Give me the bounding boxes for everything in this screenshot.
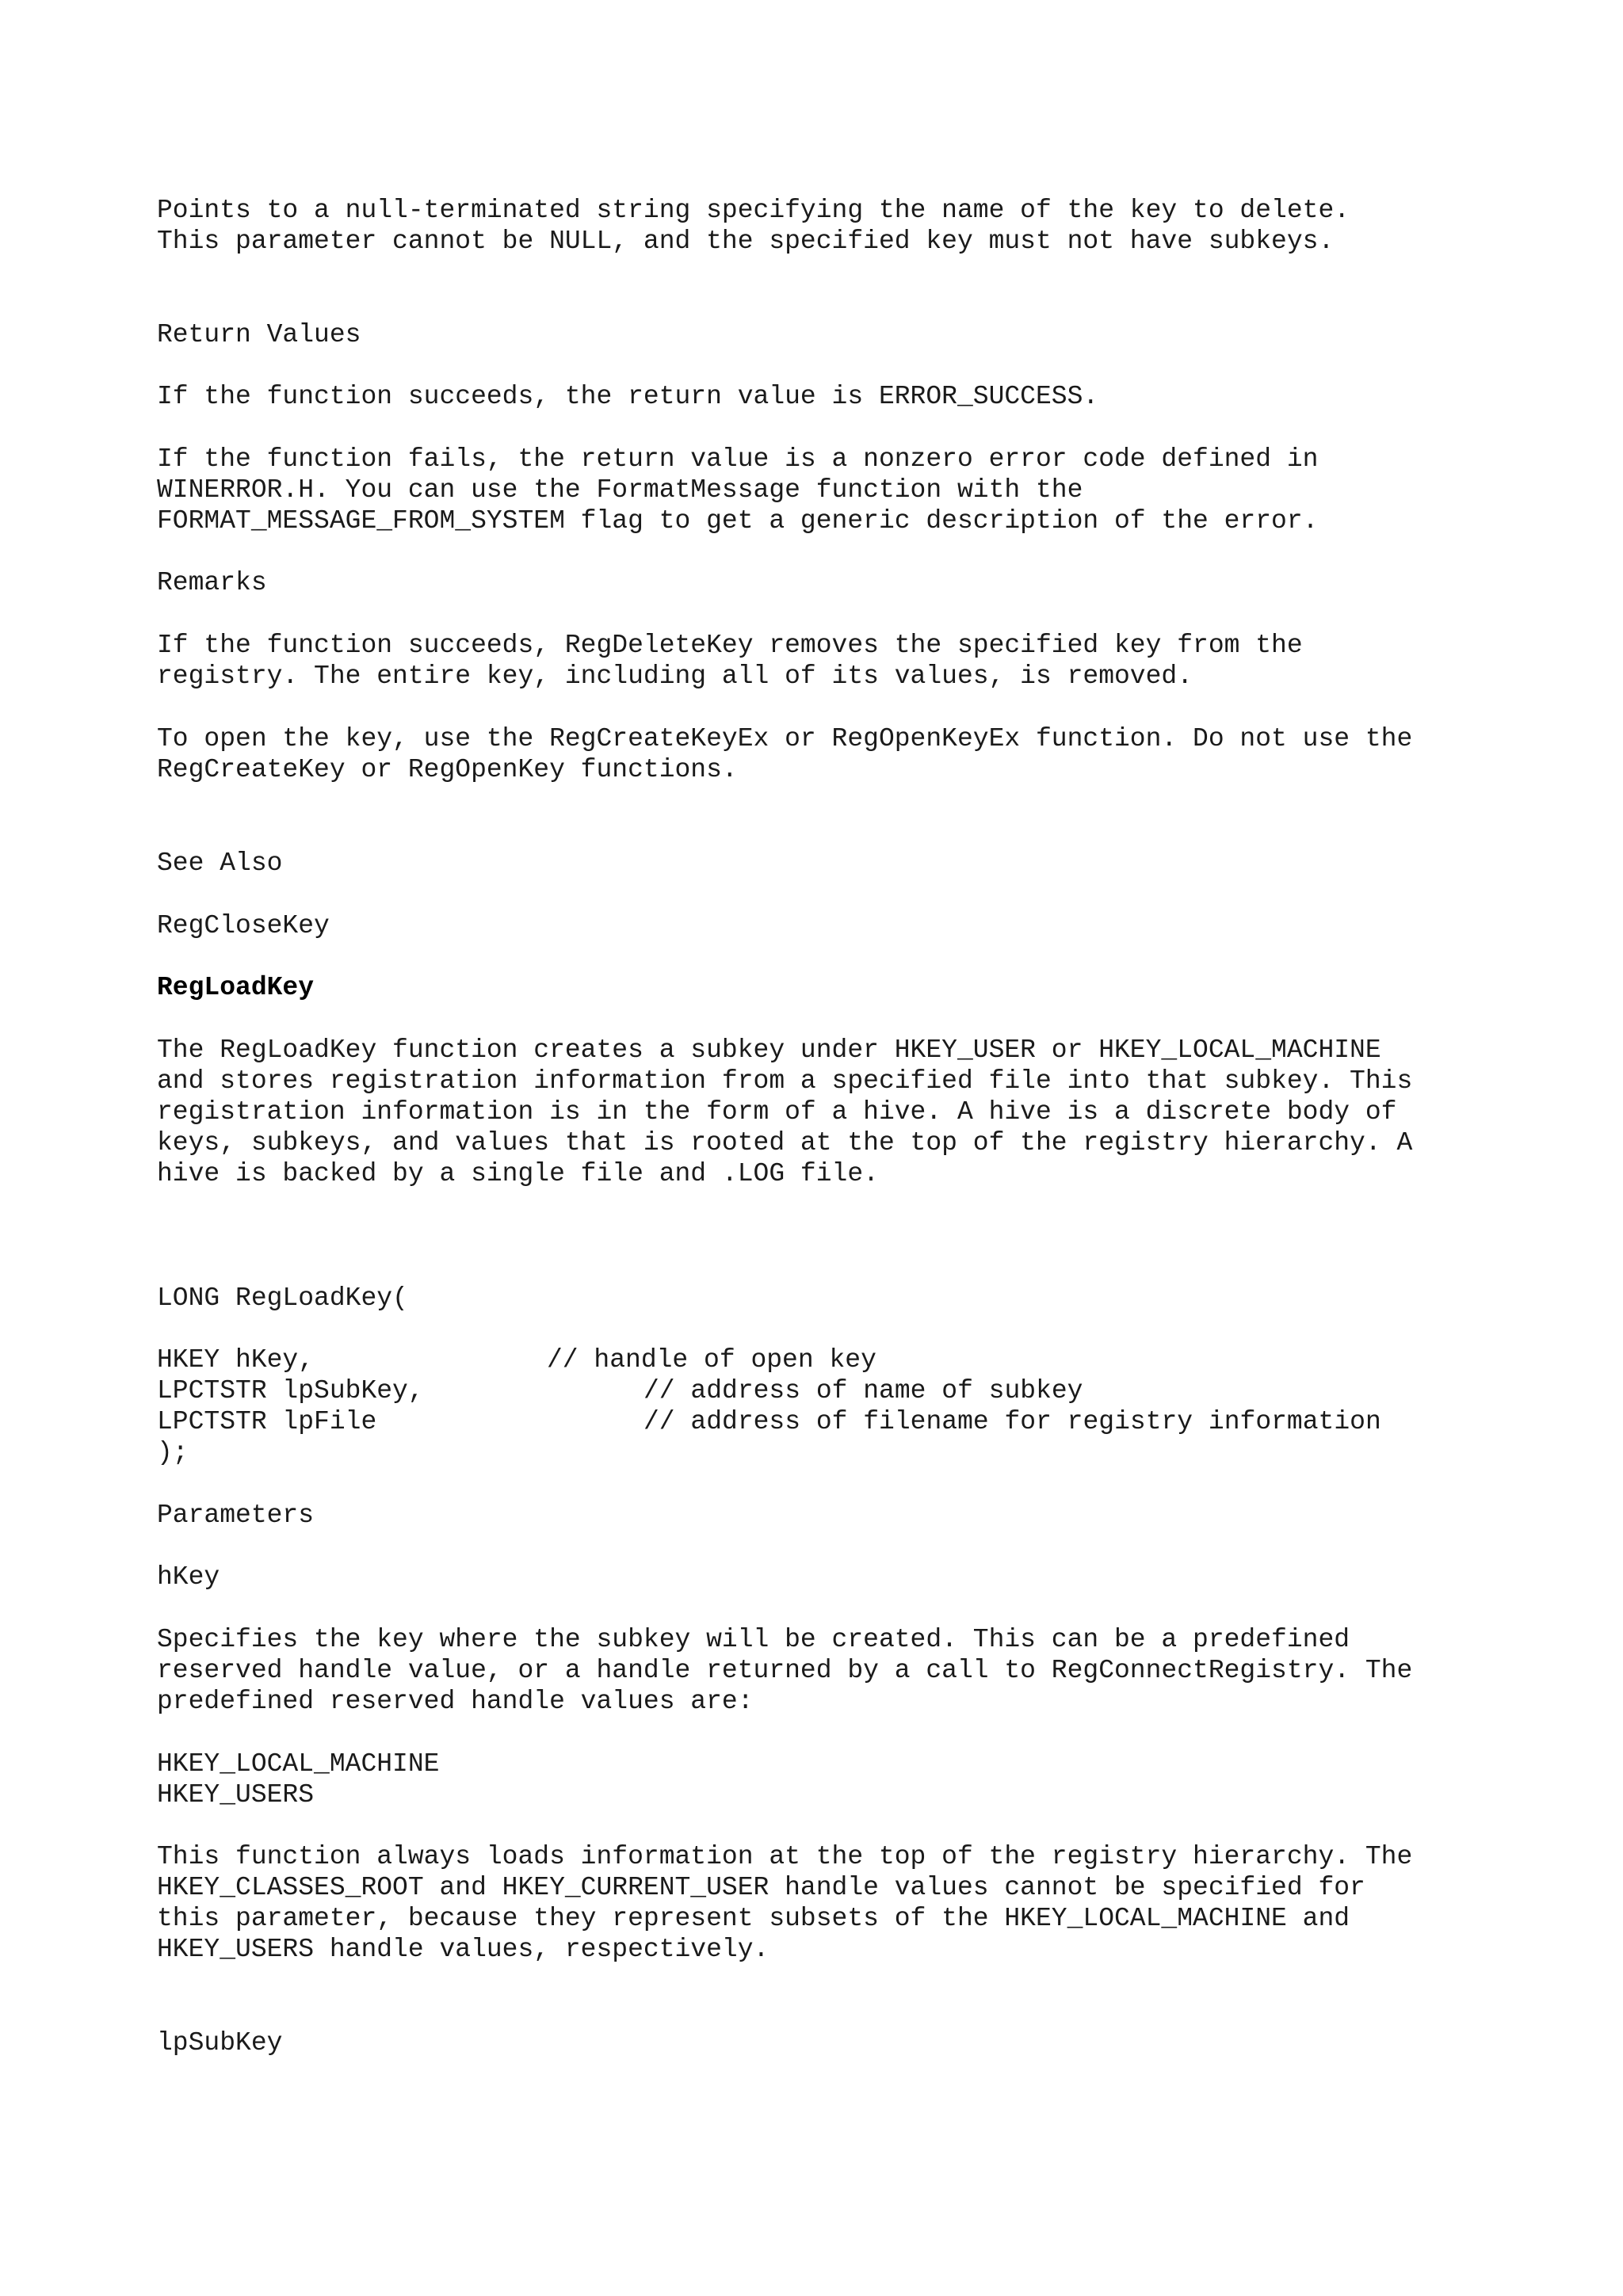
remarks-line: registry. The entire key, including all of its values, is removed. bbox=[157, 662, 1193, 691]
signature-open: LONG RegLoadKey( bbox=[157, 1283, 408, 1313]
hkey-value: HKEY_USERS bbox=[157, 1780, 315, 1810]
delete-param-desc-line: Points to a null-terminated string specifying the name of the key to delete. bbox=[157, 196, 1350, 225]
remarks-line: If the function succeeds, RegDeleteKey removes the specified key from the bbox=[157, 631, 1303, 660]
signature-param-decl: LPCTSTR lpSubKey, bbox=[157, 1376, 424, 1405]
function-desc-line: registration information is in the form of a hive. A hive is a discrete body of bbox=[157, 1097, 1397, 1127]
signature-param-comment: // handle of open key bbox=[547, 1345, 876, 1375]
hkey-desc-line: predefined reserved handle values are: bbox=[157, 1687, 754, 1716]
param-name-hkey: hKey bbox=[157, 1562, 220, 1592]
signature-param-decl: HKEY hKey, bbox=[157, 1345, 315, 1375]
return-fail-line: FORMAT_MESSAGE_FROM_SYSTEM flag to get a generic description of the error. bbox=[157, 506, 1319, 536]
param-name-lpsubkey: lpSubKey bbox=[157, 2028, 283, 2058]
see-also-item: RegCloseKey bbox=[157, 911, 330, 940]
function-title: RegLoadKey bbox=[157, 973, 315, 1002]
function-desc-line: and stores registration information from a specified file into that subkey. This bbox=[157, 1066, 1413, 1096]
hkey-note-line: HKEY_CLASSES_ROOT and HKEY_CURRENT_USER handle values cannot be specified for bbox=[157, 1873, 1365, 1902]
remarks-heading: Remarks bbox=[157, 568, 267, 597]
signature-param-comment: // address of name of subkey bbox=[643, 1376, 1083, 1405]
return-values-heading: Return Values bbox=[157, 320, 361, 349]
hkey-desc-line: reserved handle value, or a handle returned by a call to RegConnectRegistry. The bbox=[157, 1656, 1413, 1685]
function-desc-line: The RegLoadKey function creates a subkey under HKEY_USER or HKEY_LOCAL_MACHINE bbox=[157, 1035, 1381, 1065]
function-desc-line: keys, subkeys, and values that is rooted at the top of the registry hierarchy. A bbox=[157, 1128, 1413, 1158]
signature-close: ); bbox=[157, 1438, 189, 1467]
hkey-note-line: this parameter, because they represent subsets of the HKEY_LOCAL_MACHINE and bbox=[157, 1904, 1350, 1933]
remarks-line: To open the key, use the RegCreateKeyEx or RegOpenKeyEx function. Do not use the bbox=[157, 724, 1413, 753]
signature-param-comment: // address of filename for registry information bbox=[643, 1407, 1381, 1436]
return-success-text: If the function succeeds, the return value is ERROR_SUCCESS. bbox=[157, 382, 1099, 411]
function-desc-line: hive is backed by a single file and .LOG file. bbox=[157, 1159, 879, 1188]
hkey-note-line: This function always loads information at the top of the registry hierarchy. The bbox=[157, 1842, 1413, 1871]
remarks-line: RegCreateKey or RegOpenKey functions. bbox=[157, 755, 738, 784]
see-also-heading: See Also bbox=[157, 849, 283, 878]
parameters-heading: Parameters bbox=[157, 1501, 315, 1530]
return-fail-line: If the function fails, the return value is a nonzero error code defined in bbox=[157, 444, 1319, 474]
signature-param-decl: LPCTSTR lpFile bbox=[157, 1407, 377, 1436]
hkey-desc-line: Specifies the key where the subkey will be created. This can be a predefined bbox=[157, 1625, 1350, 1654]
hkey-note-line: HKEY_USERS handle values, respectively. bbox=[157, 1935, 769, 1964]
delete-param-desc-line: This parameter cannot be NULL, and the specified key must not have subkeys. bbox=[157, 227, 1335, 256]
return-fail-line: WINERROR.H. You can use the FormatMessage function with the bbox=[157, 475, 1083, 505]
hkey-value: HKEY_LOCAL_MACHINE bbox=[157, 1749, 440, 1779]
